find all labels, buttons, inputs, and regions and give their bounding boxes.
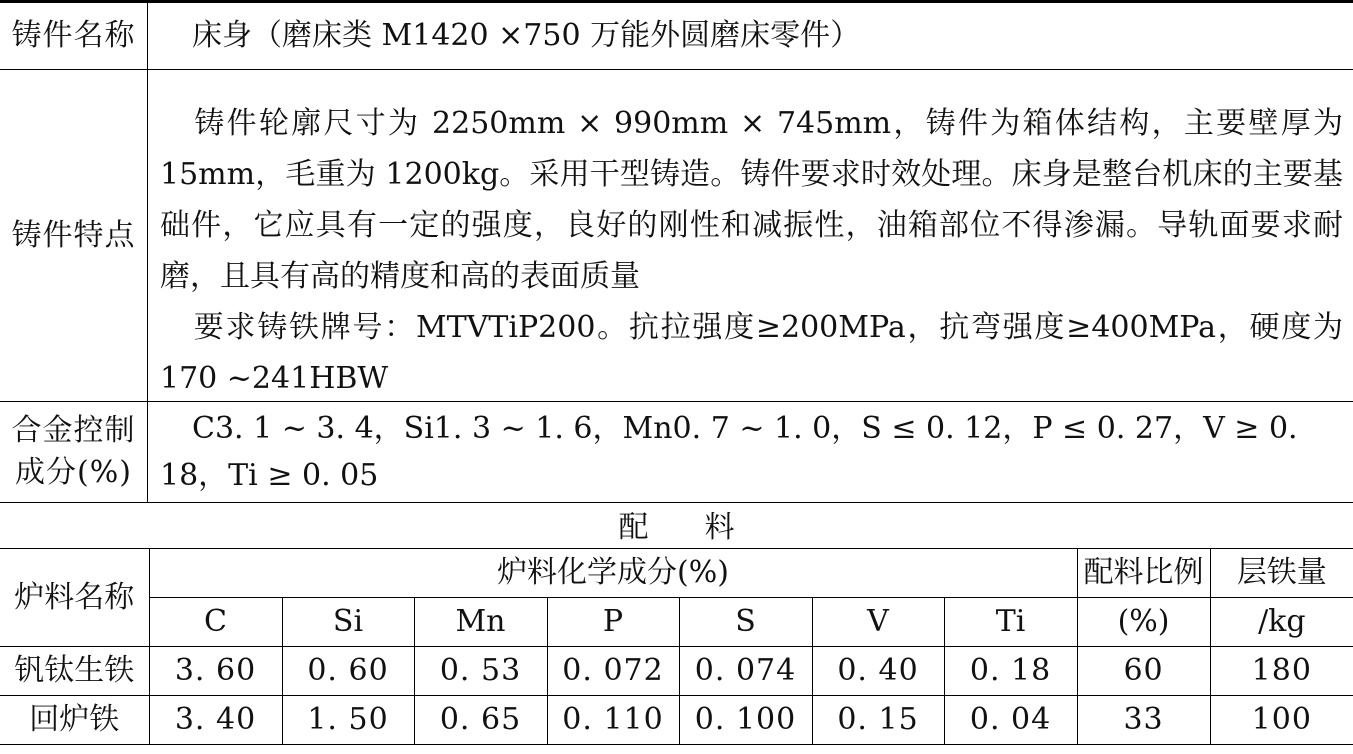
alloy-composition-label [0, 402, 148, 502]
value-cell: 0. 110 [547, 696, 679, 745]
weight-cell: 180 [1210, 647, 1353, 696]
col-header-ratio-line-2: (%) [1077, 598, 1210, 647]
value-cell: 0. 65 [414, 696, 547, 745]
casting-features-row [0, 70, 1353, 402]
col-header-weight-line-1: 层铁量 [1210, 549, 1353, 598]
casting-name-label: 铸件名称 [0, 3, 148, 69]
alloy-composition-value [148, 402, 1353, 502]
col-header-element: Si [282, 598, 414, 647]
col-header-element: Ti [944, 598, 1077, 647]
alloy-composition-row [0, 402, 1353, 503]
col-header-element: Mn [414, 598, 547, 647]
ratio-cell: 60 [1077, 647, 1210, 696]
features-paragraph-1 [160, 98, 1343, 302]
value-cell: 3. 60 [149, 647, 282, 696]
col-header-element: P [547, 598, 679, 647]
value-cell: 0. 53 [414, 647, 547, 696]
value-cell: 0. 100 [679, 696, 812, 745]
value-cell: 3. 40 [149, 696, 282, 745]
value-cell: 0. 074 [679, 647, 812, 696]
value-cell: 0. 18 [944, 647, 1077, 696]
col-header-chemistry: 炉料化学成分(%) [149, 549, 1077, 598]
material-name-cell: 回炉铁 [0, 696, 149, 745]
batching-header-row-2 [0, 598, 1353, 647]
casting-name-row [0, 3, 1353, 70]
casting-features-label: 铸件特点 [0, 70, 148, 401]
batching-caption: 配料 [618, 510, 791, 545]
alloy-composition-text: C3. 1 ~ 3. 4，Si1. 3 ~ 1. 6，Mn0. 7 ~ 1. 0，S ≤ 0. 12，P ≤ 0. 27，V ≥ 0. 18，Ti ≥ 0. 05 [160, 411, 1298, 493]
col-header-ratio-line-1: 配料比例 [1077, 549, 1210, 598]
col-header-weight-line-2: /kg [1210, 598, 1353, 647]
value-cell: 0. 40 [812, 647, 944, 696]
col-header-element: C [149, 598, 282, 647]
batching-header-row-1 [0, 549, 1353, 598]
col-header-element: V [812, 598, 944, 647]
alloy-label-line-1: 合金控制 [11, 413, 136, 448]
casting-features-value [148, 70, 1353, 401]
table-row [0, 647, 1353, 696]
alloy-label-line-2: 成分(%) [15, 455, 132, 490]
ratio-cell: 33 [1077, 696, 1210, 745]
value-cell: 0. 60 [282, 647, 414, 696]
value-cell: 0. 15 [812, 696, 944, 745]
features-paragraph-2 [160, 302, 1343, 404]
weight-cell: 100 [1210, 696, 1353, 745]
casting-name-value: 床身（磨床类 M1420 ×750 万能外圆磨床零件） [192, 18, 861, 53]
col-header-element: S [679, 598, 812, 647]
table-row [0, 696, 1353, 745]
features-paragraph-2-text: 要求铸铁牌号：MTVTiP200。抗拉强度≥200MPa，抗弯强度≥400MPa，硬度为 170 ~241HBW [160, 310, 1343, 396]
features-paragraph-1-text: 铸件轮廓尺寸为 2250mm × 990mm × 745mm，铸件为箱体结构，主要壁厚为 15mm，毛重为 1200kg。采用干型铸造。铸件要求时效处理。床身是整台机床的主要基础件，它应具有一定的强度，良好的刚性和减振性，油箱部位不得渗漏。导轨面要求耐磨，且具有高的精度和高的表面质量 [160, 106, 1343, 294]
material-name-cell: 钒钛生铁 [0, 647, 149, 696]
batching-table-wrap [0, 548, 1353, 754]
value-cell: 0. 04 [944, 696, 1077, 745]
value-cell: 0. 072 [547, 647, 679, 696]
batching-table [0, 549, 1353, 745]
col-header-material-name: 炉料名称 [0, 549, 149, 647]
value-cell: 1. 50 [282, 696, 414, 745]
